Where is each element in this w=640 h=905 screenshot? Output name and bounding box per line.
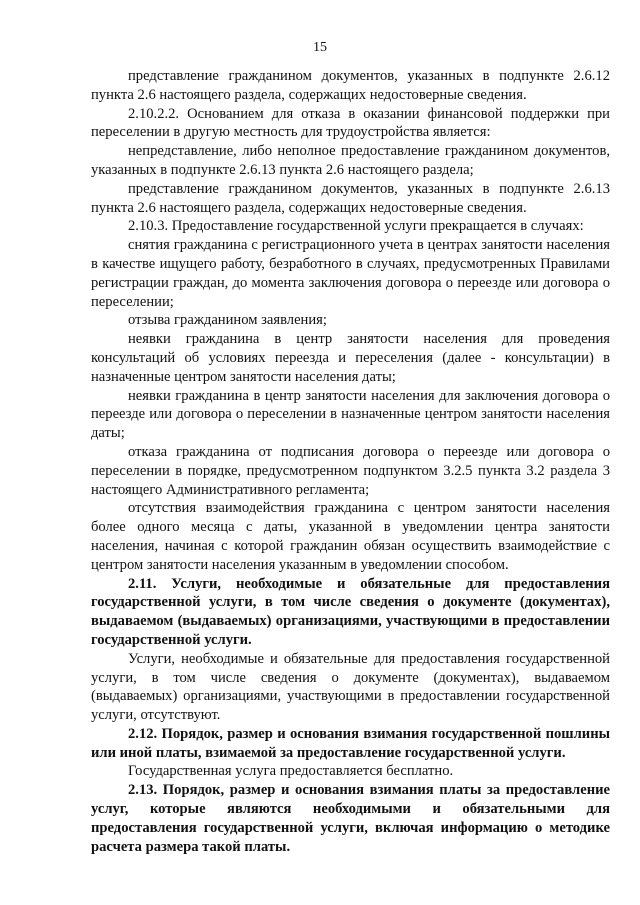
- paragraph: 2.10.3. Предоставление государственной услуги прекращается в случаях:: [128, 218, 584, 235]
- paragraph: отказа гражданина от подписания договора о переезде или договора о переселении в порядке, предусмотренном подпунктом 3.2.5 пункта 3.2 раздела 3 настоящего Административного регламента;: [91, 443, 610, 498]
- paragraph: неявки гражданина в центр занятости населения для заключения договора о переезде или договора о переселении в назначенные центром занятости населения даты;: [91, 387, 610, 442]
- paragraph: отсутствия взаимодействия гражданина с центром занятости населения более одного месяца с даты, указанной в уведомлении центра занятости населения, начиная с которой гражданин обязан осуществить взаимодействие с центром занятости населения указанным в уведомлении способом.: [91, 500, 610, 573]
- document-body: [91, 67, 610, 856]
- section-heading: 2.13. Порядок, размер и основания взимания платы за предоставление услуг, которые являются необходимыми и обязательными для предоставления государственной услуги, включая информацию о методике расчета размера такой платы.: [91, 782, 610, 855]
- section-heading: 2.12. Порядок, размер и основания взимания государственной пошлины или иной платы, взимаемой за предоставление государственной услуги.: [91, 725, 610, 761]
- paragraph: 2.10.2.2. Основанием для отказа в оказании финансовой поддержки при переселении в другую местность для трудоустройства является:: [91, 105, 610, 141]
- section-heading: 2.11. Услуги, необходимые и обязательные для предоставления государственной услуги, в том числе сведения о документе (документах), выдаваемом (выдаваемых) организациями, участвующими в предоставлении государственной услуги.: [91, 575, 610, 648]
- paragraph: снятия гражданина с регистрационного учета в центрах занятости населения в качестве ищущего работу, безработного в случаях, предусмотренных Правилами регистрации граждан, до момента заключения договора о переезде или договора о переселении;: [91, 237, 610, 310]
- paragraph: отзыва гражданином заявления;: [128, 312, 327, 329]
- paragraph: представление гражданином документов, указанных в подпункте 2.6.13 пункта 2.6 настоящего раздела, содержащих недостоверные сведения.: [91, 180, 610, 216]
- page-number: 15: [313, 40, 327, 55]
- paragraph: неявки гражданина в центр занятости населения для проведения консультаций об условиях переезда и переселения (далее - консультации) в назначенные центром занятости населения даты;: [91, 331, 610, 385]
- paragraph: Услуги, необходимые и обязательные для предоставления государственной услуги, в том числе сведения о документе (документах), выдаваемом (выдаваемых) организациями, участвующими в предоставлении государственной услуги, отсутствуют.: [91, 650, 610, 724]
- paragraph: представление гражданином документов, указанных в подпункте 2.6.12 пункта 2.6 настоящего раздела, содержащих недостоверные сведения.: [91, 68, 610, 103]
- paragraph: непредставление, либо неполное предоставление гражданином документов, указанных в подпункте 2.6.13 пункта 2.6 настоящего раздела;: [91, 143, 610, 178]
- paragraph: Государственная услуга предоставляется бесплатно.: [128, 763, 454, 780]
